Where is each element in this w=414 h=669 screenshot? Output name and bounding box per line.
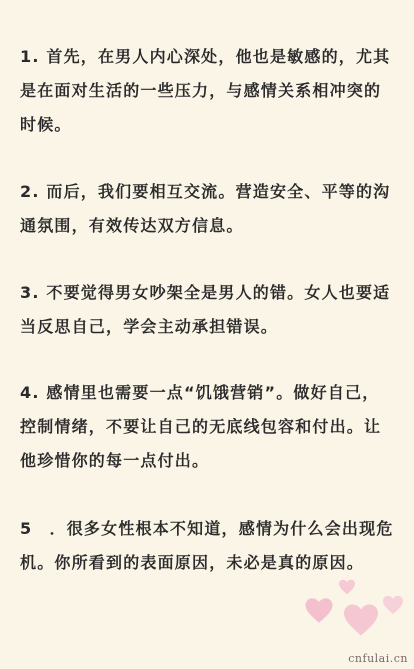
- paragraph-5: 5 ．很多女性根本不知道，感情为什么会出现危机。你所看到的表面原因，未必是真的原因。: [20, 519, 394, 572]
- paragraph-2: 2. 而后，我们要相互交流。营造安全、平等的沟通氛围，有效传达双方信息。: [20, 182, 391, 235]
- paragraph-1: 1. 首先，在男人内心深处，他也是敏感的，尤其是在面对生活的一些压力，与感情关系相冲突的时候。: [20, 47, 391, 134]
- watermark: cnfulai.cn: [348, 652, 408, 665]
- hearts-decoration: [296, 579, 406, 649]
- heart-icon: [342, 603, 380, 637]
- heart-icon: [338, 579, 356, 595]
- heart-icon: [382, 595, 404, 615]
- paragraph-3: 3. 不要觉得男女吵架全是男人的错。女人也要适当反思自己，学会主动承担错误。: [20, 283, 391, 336]
- heart-icon: [304, 597, 334, 624]
- paragraph-4: 4. 感情里也需要一点“饥饿营销”。做好自己，控制情绪，不要让自己的无底线包容和付出。让他珍惜你的每一点付出。: [20, 383, 382, 470]
